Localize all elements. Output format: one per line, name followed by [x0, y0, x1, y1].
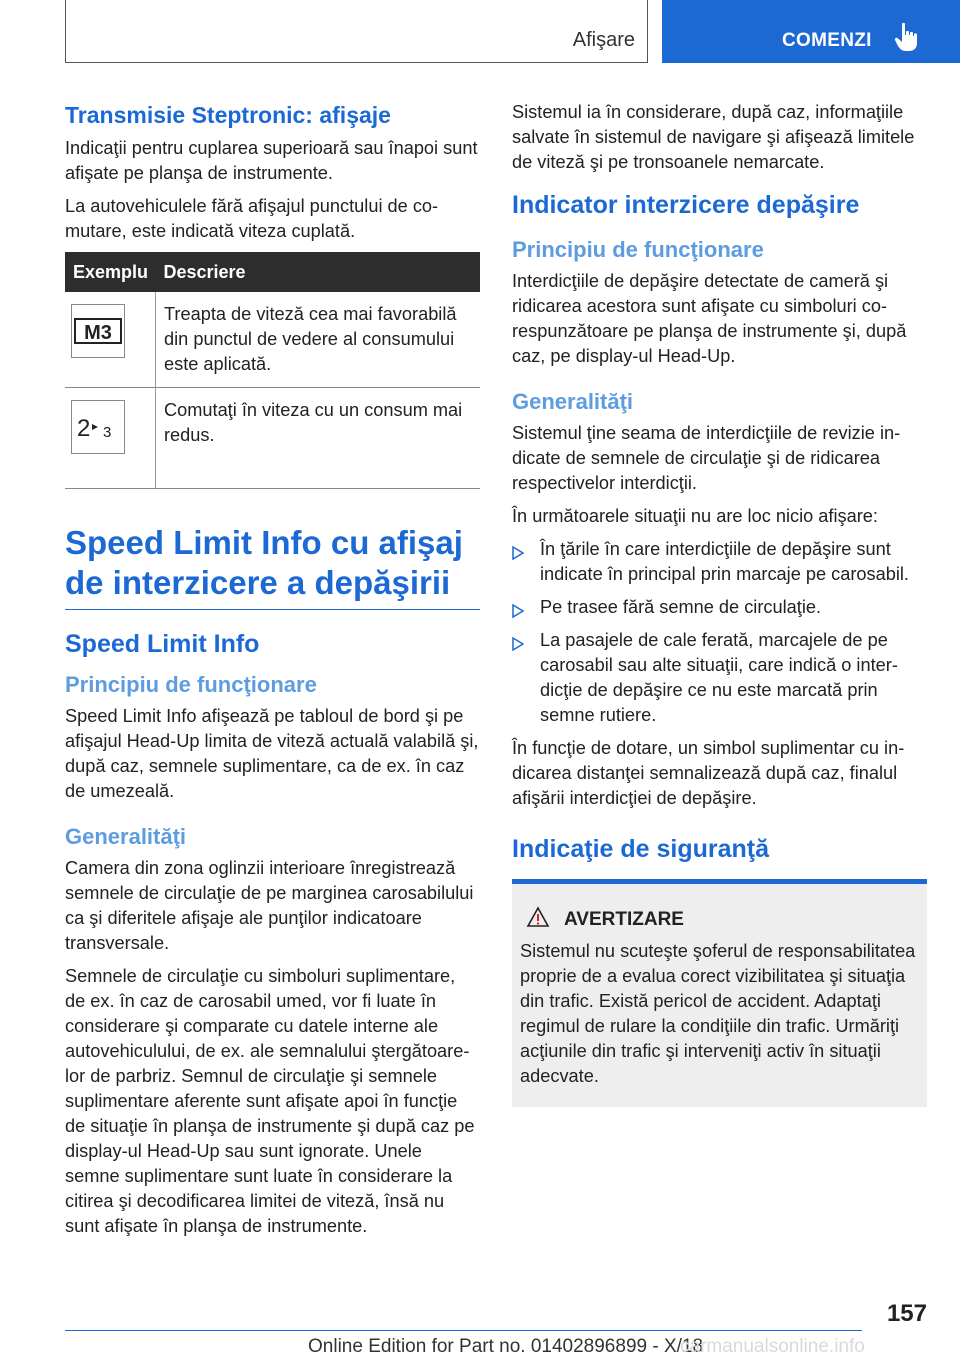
warning-text: Sistemul nu scuteşte şoferul de responsabilitatea proprie de a evalua corect vizibilitatea şi situaţia din trafic. Există pericol de accident. Adaptaţi regimul de rulare la condiţiile din trafic. Urmăriţi acţiunile din trafic şi interveniţi activ în situaţii adecvate.	[520, 941, 916, 1086]
generalitati-heading-right: Generalităţi	[512, 389, 634, 414]
speed-limit-info-subtitle: Speed Limit Info	[65, 630, 260, 658]
section-tab-comenzi[interactable]	[662, 0, 960, 63]
table-row-description: Comutaţi în viteza cu un consum mai redus.	[164, 400, 463, 445]
watermark-text: carmanualsonline.info	[680, 1336, 865, 1357]
gear-display-table	[65, 252, 480, 489]
footer-divider	[65, 1330, 862, 1331]
safety-heading: Indicaţie de siguranţă	[512, 835, 770, 863]
steptronic-paragraph-1: Indicaţii pentru cuplarea superioară sau înapoi sunt afişate pe planşa de instrumente.	[65, 138, 478, 183]
pointing-hand-icon	[894, 22, 920, 57]
shift-up-icon	[71, 400, 125, 454]
warning-title: AVERTIZARE	[564, 908, 684, 930]
table-header-example: Exemplu	[65, 252, 156, 292]
steptronic-paragraph-2: La autovehiculele fără afişajul punctului de comutare, este indicată viteza cuplată.	[65, 196, 439, 241]
svg-text:M3: M3	[84, 322, 112, 344]
generalitati-paragraph-1: Camera din zona oglinzii interioare înregistrează semnele de circulaţie de pe marginea carosabilului ca şi diferitele afişaje ale punţilor indicatoare transversale.	[65, 858, 474, 953]
list-item: La pasajele de cale ferată, marcajele de pe carosabil sau alte situaţii, care indică o interdicţie de depăşire ce nu este marcată prin semne rutiere.	[512, 628, 927, 728]
table-row	[65, 292, 480, 388]
warning-triangle-icon	[526, 906, 550, 933]
bullet-triangle-icon	[512, 542, 524, 567]
svg-text:3: 3	[103, 424, 112, 441]
right-column	[512, 100, 927, 1107]
warning-box	[512, 879, 927, 1107]
principiu-heading-right: Principiu de funcţionare	[512, 237, 764, 262]
page-number: 157	[886, 1300, 927, 1327]
distance-symbol-paragraph: În funcţie de dotare, un simbol suplimentar cu indicarea distanţei semnalizează după caz, finalul afişării interdicţiei de depăşire.	[512, 738, 905, 808]
principiu-heading: Principiu de funcţionare	[65, 672, 317, 697]
bullet-triangle-icon	[512, 633, 524, 658]
bullet-triangle-icon	[512, 600, 524, 625]
section-tab-label: Afişare	[572, 29, 635, 51]
steptronic-heading: Transmisie Steptronic: afişaje	[65, 102, 391, 128]
principiu-paragraph: Speed Limit Info afişează pe tabloul de bord şi pe afişajul Head-Up limita de viteză actuală valabilă şi, după caz, semnele suplimentare, ca de ex. în caz de umezeală.	[65, 706, 479, 801]
table-row-description: Treapta de viteză cea mai favorabilă din punctul de vedere al consumului este aplicată.	[164, 304, 457, 374]
left-column	[65, 100, 480, 1247]
table-row	[65, 388, 480, 489]
table-header-description: Descriere	[156, 252, 481, 292]
list-item: Pe trasee fără semne de circulaţie.	[512, 595, 927, 620]
no-display-situations-list	[512, 537, 927, 728]
speed-limit-info-title: Speed Limit Info cu afişaj de interzicere a depăşirii	[65, 523, 480, 610]
active-tab-label: COMENZI	[782, 30, 872, 51]
svg-text:2: 2	[77, 415, 91, 442]
generalitati-paragraph-2: Semnele de circulaţie cu simboluri suplimentare, de ex. în caz de carosabil umed, vor fi luate în considerare şi comparate cu datele interne ale autovehiculului, de ex. ale semnalului ştergătoarelor de parbriz. Semnul de circulaţie şi semnele suplimentare aferente sunt afişate apoi în funcţie de situaţie în planşa de instrumente şi după caz pe display-ul Head-Up sau sunt ignorate. Unele semne suplimentare sunt luate în considerare la citirea şi decodificarea limitei de viteză, însă nu sunt afişate în planşa de instrumente.	[65, 966, 475, 1236]
generalitati-paragraph-right-1: Sistemul ţine seama de interdicţiile de revizie indicate de semnele de circulaţie şi de ridicarea respectivelor interdicţii.	[512, 423, 901, 493]
list-item: În ţările în care interdicţiile de depăşire sunt indicate în principal prin marcaje pe carosabil.	[512, 537, 927, 587]
edition-text: Online Edition for Part no. 01402896899 - X/18	[308, 1336, 704, 1357]
indicator-heading: Indicator interzicere depăşire	[512, 191, 860, 219]
principiu-paragraph-right: Interdicţiile de depăşire detectate de cameră şi ridicarea acestora sunt afişate cu simboluri corespunzătoare pe planşa de instrumente şi, după caz, pe display-ul Head-Up.	[512, 271, 907, 366]
section-tab-afisare[interactable]	[65, 0, 648, 63]
generalitati-heading: Generalităţi	[65, 824, 187, 849]
generalitati-paragraph-right-2: În următoarele situaţii nu are loc nicio afişare:	[512, 506, 878, 526]
navigation-paragraph: Sistemul ia în considerare, după caz, informaţiile salvate în sistemul de navigare şi afişează limitele de viteză şi pe tronsoanele nemarcate.	[512, 102, 915, 172]
m3-gear-icon	[71, 304, 125, 358]
